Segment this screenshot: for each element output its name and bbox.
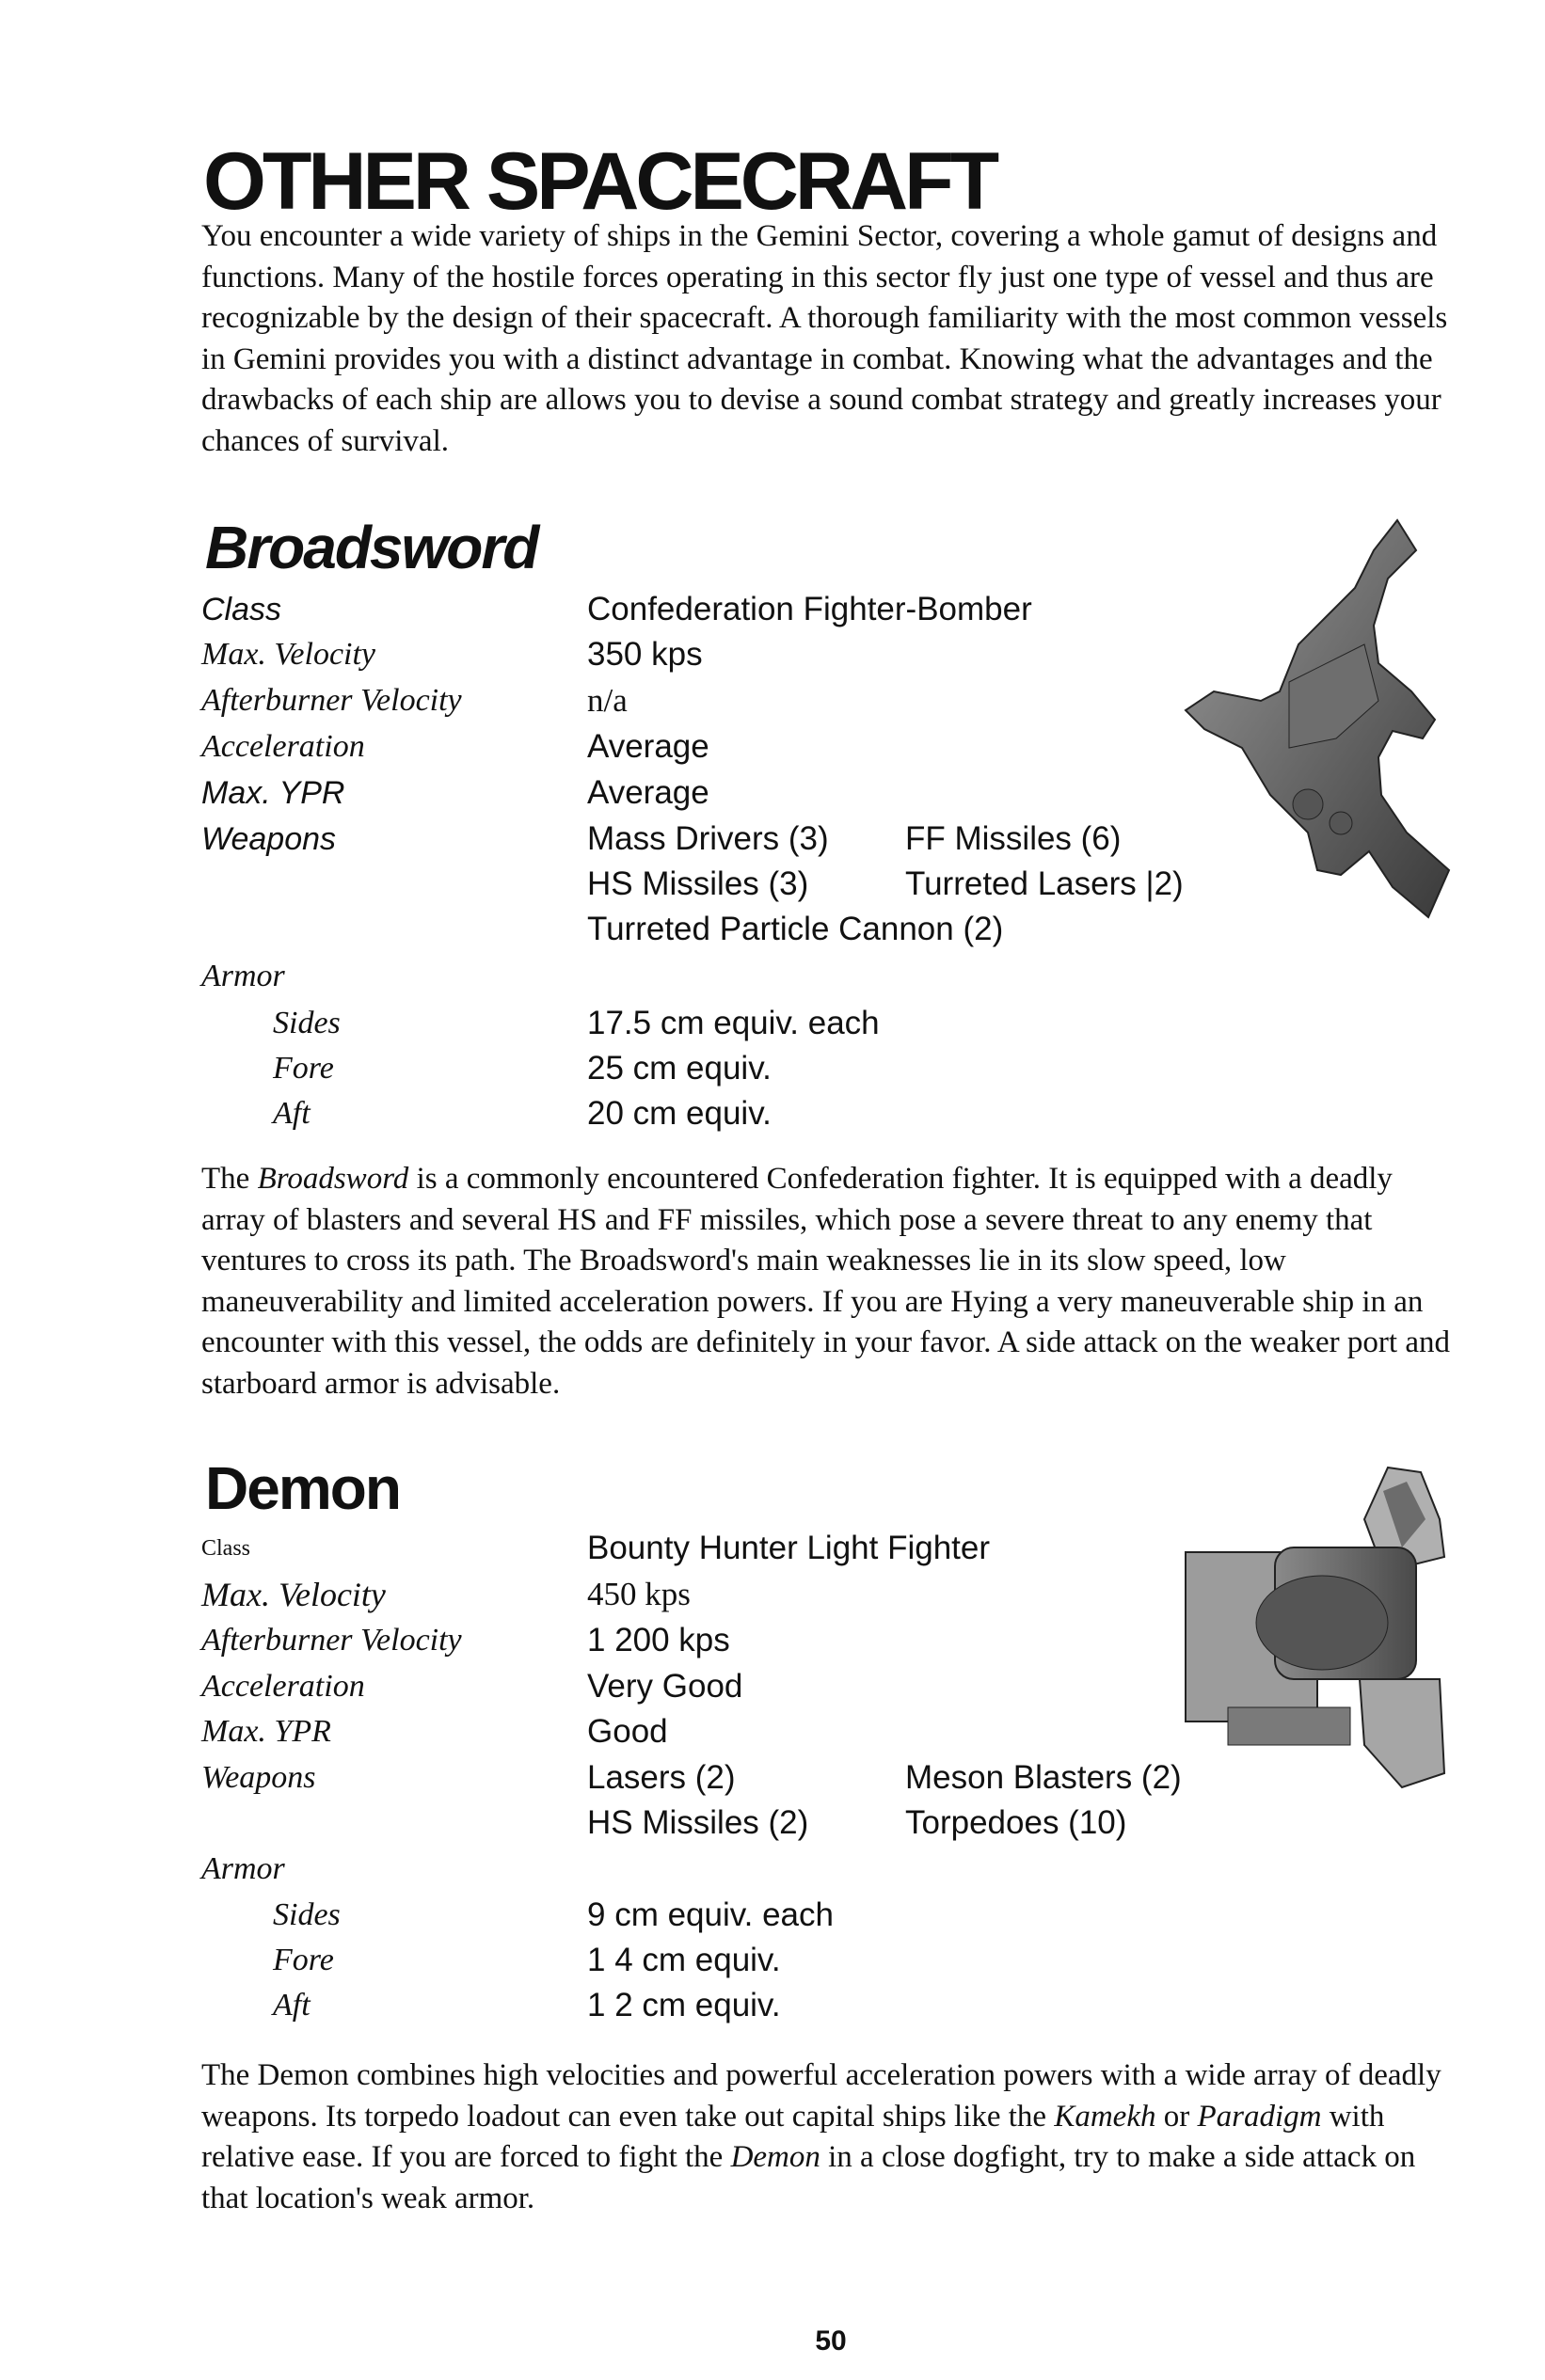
- acceleration-value: Very Good: [587, 1668, 743, 1705]
- max-velocity-value: 450 kps: [587, 1576, 691, 1612]
- max-velocity-label: Max. Velocity: [201, 1576, 386, 1613]
- armor-aft-value: 20 cm equiv.: [587, 1095, 772, 1132]
- weapons-label: Weapons: [201, 1760, 316, 1795]
- demon-description: The Demon combines high velocities and powerful acceleration powers with a wide array of deadly weapons. Its torpedo loadout can even take out capital ships like the Kamekh or Paradigm with relative ease. If you are forced to fight the Demon in a close dogfight, try to make a side attack on that location's weak armor.: [201, 2058, 1441, 2215]
- ship-name-emphasis: Kamekh: [1054, 2099, 1156, 2134]
- armor-label: Armor: [201, 959, 285, 993]
- broadsword-heading: Broadsword: [205, 514, 538, 581]
- armor-fore-value: 1 4 cm equiv.: [587, 1942, 781, 1978]
- weapon-item: HS Missiles (2): [587, 1804, 809, 1841]
- max-velocity-value: 350 kps: [587, 636, 703, 673]
- armor-fore-label: Fore: [273, 1943, 334, 1977]
- ship-name-emphasis: Broadsword: [257, 1162, 409, 1196]
- max-ypr-label: Max. YPR: [201, 775, 345, 811]
- afterburner-value: n/a: [587, 682, 628, 719]
- page-title: OTHER SPACECRAFT: [203, 136, 996, 227]
- afterburner-value: 1 200 kps: [587, 1622, 730, 1658]
- ship-name-emphasis: Demon: [730, 2140, 820, 2175]
- weapon-item: Meson Blasters (2): [905, 1759, 1182, 1796]
- armor-aft-label: Aft: [273, 1988, 311, 2023]
- weapon-item: Lasers (2): [587, 1759, 736, 1796]
- afterburner-label: Afterburner Velocity: [201, 683, 462, 718]
- weapon-item: Mass Drivers (3): [587, 820, 829, 857]
- weapon-item: FF Missiles (6): [905, 820, 1122, 857]
- class-value: Confederation Fighter-Bomber: [587, 591, 1032, 627]
- armor-label: Armor: [201, 1851, 285, 1886]
- max-ypr-value: Good: [587, 1713, 668, 1750]
- weapon-item: Turreted Lasers |2): [905, 865, 1184, 902]
- intro-paragraph: You encounter a wide variety of ships in the Gemini Sector, covering a whole gamut of designs and functions. Many of the hostile forces operating in this sector fly just one type of vessel and thus are recognizable by the design of their spacecraft. A thorough familiarity with the most common vessels in Gemini provides you with a distinct advantage in combat. Knowing what the advantages and the drawbacks of each ship are allows you to devise a sound combat strategy and greatly increases your chances of survival.: [201, 219, 1448, 458]
- armor-aft-label: Aft: [273, 1096, 311, 1131]
- armor-sides-value: 9 cm equiv. each: [587, 1896, 834, 1933]
- weapon-item: Torpedoes (10): [905, 1804, 1127, 1841]
- weapons-label: Weapons: [201, 821, 337, 857]
- class-value: Bounty Hunter Light Fighter: [587, 1530, 991, 1566]
- max-ypr-value: Average: [587, 774, 709, 811]
- demon-ship-image: [1171, 1463, 1468, 1806]
- max-ypr-label: Max. YPR: [201, 1714, 331, 1749]
- acceleration-label: Acceleration: [201, 729, 365, 764]
- ship-name-emphasis: Paradigm: [1197, 2099, 1322, 2134]
- afterburner-label: Afterburner Velocity: [201, 1623, 462, 1658]
- class-label: Class: [201, 592, 282, 627]
- broadsword-description: The Broadsword is a commonly encountered Confederation fighter. It is equipped with a deadly array of blasters and several HS and FF missiles, which pose a severe threat to any enemy that ventures to cross its path. The Broadsword's main weaknesses lie in its slow speed, low maneuverability and limited acceleration powers. If you are Hying a very maneuverable ship in an encounter with this vessel, the odds are definitely in your favor. A side attack on the weaker port and starboard armor is advisable.: [201, 1162, 1450, 1401]
- acceleration-label: Acceleration: [201, 1669, 365, 1704]
- armor-fore-value: 25 cm equiv.: [587, 1050, 772, 1087]
- acceleration-value: Average: [587, 728, 709, 765]
- demon-heading: Demon: [205, 1454, 400, 1522]
- class-label: Class: [201, 1536, 251, 1561]
- page-number: 50: [815, 2325, 847, 2356]
- armor-fore-label: Fore: [273, 1051, 334, 1086]
- armor-sides-value: 17.5 cm equiv. each: [587, 1005, 880, 1041]
- armor-sides-label: Sides: [273, 1897, 341, 1932]
- armor-aft-value: 1 2 cm equiv.: [587, 1987, 781, 2023]
- broadsword-ship-image: [1176, 513, 1477, 945]
- weapon-item: HS Missiles (3): [587, 865, 809, 902]
- armor-sides-label: Sides: [273, 1006, 341, 1040]
- weapon-item: Turreted Particle Cannon (2): [587, 911, 1004, 947]
- max-velocity-label: Max. Velocity: [201, 637, 376, 672]
